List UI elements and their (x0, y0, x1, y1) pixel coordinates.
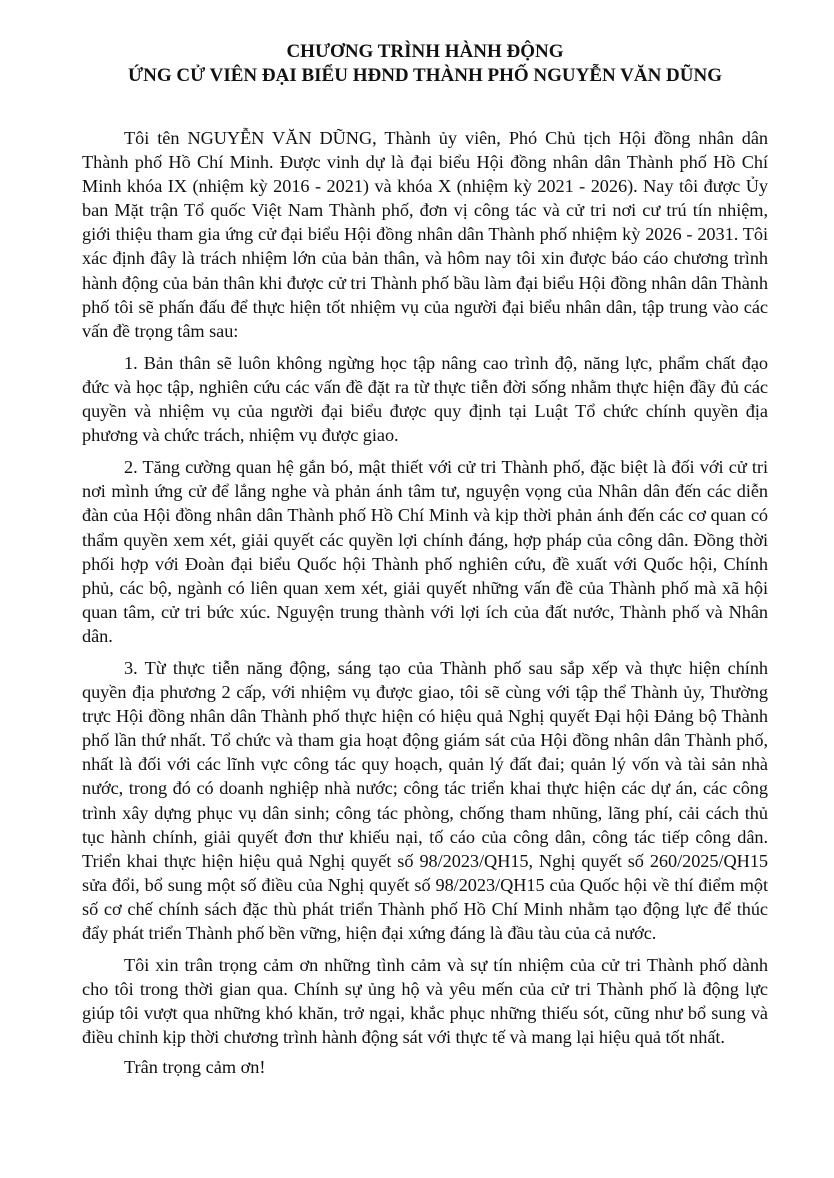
point-2-paragraph: 2. Tăng cường quan hệ gắn bó, mật thiết với cử tri Thành phố, đặc biệt là đối với cử tri nơi mình ứng cử để lắng nghe và phản ánh tâm tư, nguyện vọng của Nhân dân đến các diễn đàn của Hội đồng nhân dân Thành phố Hồ Chí Minh và kịp thời phản ánh đến các cơ quan có thẩm quyền xem xét, giải quyết các quyền lợi chính đáng, hợp pháp của công dân. Đồng thời phối hợp với Đoàn đại biểu Quốc hội Thành phố nghiên cứu, đề xuất với Quốc hội, Chính phủ, các bộ, ngành có liên quan xem xét, giải quyết những vấn đề của Thành phố mà xã hội quan tâm, cử tri bức xúc. Nguyện trung thành với lợi ích của đất nước, Thành phố và Nhân dân. (82, 457, 768, 646)
document-title-line1: CHƯƠNG TRÌNH HÀNH ĐỘNG (286, 41, 564, 62)
point-3-paragraph: 3. Từ thực tiễn năng động, sáng tạo của Thành phố sau sắp xếp và thực hiện chính quyền địa phương 2 cấp, với nhiệm vụ được giao, tôi sẽ cùng với tập thể Thành ủy, Thường trực Hội đồng nhân dân Thành phố thực hiện có hiệu quả Nghị quyết Đại hội Đảng bộ Thành phố lần thứ nhất. Tổ chức và tham gia hoạt động giám sát của Hội đồng nhân dân Thành phố, nhất là đối với các lĩnh vực công tác quy hoạch, quản lý đất đai; quản lý vốn và tài sản nhà nước, trong đó có doanh nghiệp nhà nước; công tác triển khai thực hiện các dự án, các công trình xây dựng phục vụ dân sinh; công tác phòng, chống tham nhũng, lãng phí, cải cách thủ tục hành chính, giải quyết đơn thư khiếu nại, tố cáo của công dân, công tác tiếp công dân. Triển khai thực hiện hiệu quả Nghị quyết số 98/2023/QH15, Nghị quyết số 260/2025/QH15 sửa đổi, bổ sung một số điều của Nghị quyết số 98/2023/QH15 của Quốc hội về thí điểm một số cơ chế chính sách đặc thù phát triển Thành phố Hồ Chí Minh nhằm tạo động lực để thúc đẩy phát triển Thành phố bền vững, hiện đại xứng đáng là đầu tàu của cả nước. (82, 657, 768, 943)
point-1-paragraph: 1. Bản thân sẽ luôn không ngừng học tập nâng cao trình độ, năng lực, phẩm chất đạo đức và học tập, nghiên cứu các vấn đề đặt ra từ thực tiễn đời sống nhằm thực hiện đầy đủ các quyền và nhiệm vụ của người đại biểu được quy định tại Luật Tổ chức chính quyền địa phương và chức trách, nhiệm vụ được giao. (82, 352, 768, 446)
closing-line: Trân trọng cảm ơn! (124, 1057, 266, 1078)
document-title-line2: ỨNG CỬ VIÊN ĐẠI BIỂU HĐND THÀNH PHỐ NGUYỄN VĂN DŨNG (128, 65, 722, 86)
intro-paragraph: Tôi tên NGUYỄN VĂN DŨNG, Thành ủy viên, Phó Chủ tịch Hội đồng nhân dân Thành phố Hồ Chí Minh. Được vinh dự là đại biểu Hội đồng nhân dân Thành phố Hồ Chí Minh khóa IX (nhiệm kỳ 2016 - 2021) và khóa X (nhiệm kỳ 2021 - 2026). Nay tôi được Ủy ban Mặt trận Tổ quốc Việt Nam Thành phố, đơn vị công tác và cử tri nơi cư trú tín nhiệm, giới thiệu tham gia ứng cử đại biểu Hội đồng nhân dân Thành phố nhiệm kỳ 2026 - 2031. Tôi xác định đây là trách nhiệm lớn của bản thân, và hôm nay tôi xin được báo cáo chương trình hành động của bản thân khi được cử tri Thành phố bầu làm đại biểu Hội đồng nhân dân Thành phố tôi sẽ phấn đấu để thực hiện tốt nhiệm vụ của người đại biểu nhân dân, tập trung vào các vấn đề trọng tâm sau: (82, 128, 768, 341)
thanks-paragraph: Tôi xin trân trọng cảm ơn những tình cảm và sự tín nhiệm của cử tri Thành phố dành cho tôi trong thời gian qua. Chính sự ủng hộ và yêu mến của cử tri Thành phố là động lực giúp tôi vượt qua những khó khăn, trở ngại, khắc phục những thiếu sót, cũng như bổ sung và điều chỉnh kịp thời chương trình hành động sát với thực tế và mang lại hiệu quả tốt nhất. (82, 955, 768, 1048)
